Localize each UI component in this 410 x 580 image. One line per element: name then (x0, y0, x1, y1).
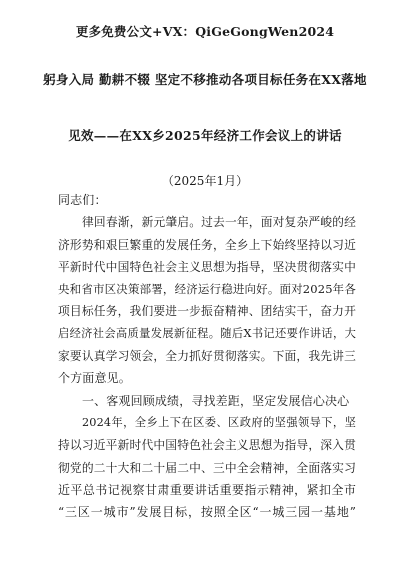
body-line: 济形势和艰巨繁重的发展任务，全乡上下始终坚持以习近 (58, 237, 356, 252)
body-line: 家要认真学习领会，全力抓好贯彻落实。下面，我先讲三 (58, 349, 356, 364)
body-line: 持以习近平新时代中国特色社会主义思想为指导，深入贯 (58, 438, 356, 453)
salutation: 同志们： (58, 193, 107, 207)
body-line: 个方面意见。 (58, 371, 131, 386)
body-line: “三区一城市”发展目标，按照全区“一城三园一基地” (58, 505, 356, 520)
body-line: 2024年，全乡上下在区委、区政府的坚强领导下，坚 (82, 415, 356, 429)
section-heading: 一、客观回顾成绩，寻找差距，坚定发展信心决心 (82, 393, 350, 408)
body-line: 彻党的二十大和二十届二中、三中全会精神，全面落实习 (58, 460, 356, 475)
title-line-2: 见效——在XX乡2025年经济工作会议上的讲话 (68, 128, 342, 143)
body-line: 律回春渐，新元肇启。过去一年，面对复杂严峻的经 (82, 215, 356, 230)
body-line: 平新时代中国特色社会主义思想为指导，坚决贯彻落实中 (58, 259, 356, 274)
body-line: 项目标任务，我们要进一步振奋精神、团结实干，奋力开 (58, 304, 356, 319)
speech-body (58, 189, 356, 523)
body-line: 央和省市区决策部署，经济运行稳进向好。面对2025年各 (58, 282, 356, 297)
promo-header: 更多免费公文+VX：QiGeGongWen2024 (75, 24, 335, 39)
body-line: 启经济社会高质量发展新征程。随后X书记还要作讲话，大 (58, 326, 356, 340)
speech-date: （2025年1月） (161, 174, 249, 188)
body-line: 近平总书记视察甘肃重要讲话重要指示精神，紧扣全市 (58, 482, 356, 497)
title-line-1: 躬身入局 勤耕不辍 坚定不移推动各项目标任务在XX落地 (43, 72, 367, 87)
